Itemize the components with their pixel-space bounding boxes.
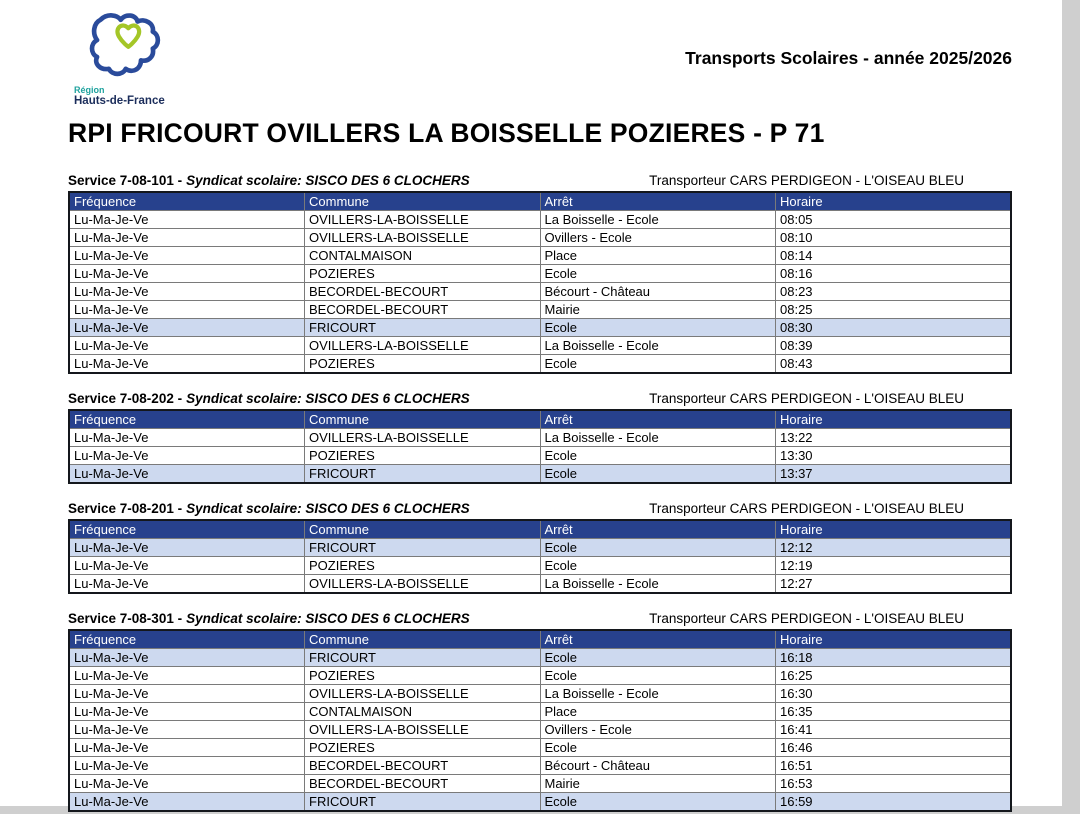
table-cell: Ecole [540, 447, 776, 465]
table-row [69, 337, 1011, 355]
column-header-frequence: Fréquence [69, 192, 305, 211]
table-cell: Lu-Ma-Je-Ve [69, 667, 305, 685]
table-row [69, 685, 1011, 703]
table-cell: Lu-Ma-Je-Ve [69, 447, 305, 465]
service-transporteur: Transporteur CARS PERDIGEON - L'OISEAU BLEU [649, 173, 964, 188]
service-syndicat: Syndicat scolaire: SISCO DES 6 CLOCHERS [186, 611, 470, 626]
page-header [68, 0, 1012, 112]
service-number: Service 7-08-101 - [68, 173, 183, 188]
table-row [69, 355, 1011, 374]
table-cell: Lu-Ma-Je-Ve [69, 429, 305, 447]
column-header-commune: Commune [305, 520, 541, 539]
table-cell: Mairie [540, 301, 776, 319]
table-cell: BECORDEL-BECOURT [305, 283, 541, 301]
region-logo [74, 8, 194, 108]
table-cell: Lu-Ma-Je-Ve [69, 557, 305, 575]
table-cell: Mairie [540, 775, 776, 793]
column-header-commune: Commune [305, 192, 541, 211]
table-cell: Lu-Ma-Je-Ve [69, 539, 305, 557]
column-header-commune: Commune [305, 410, 541, 429]
table-row [69, 739, 1011, 757]
service-label [68, 611, 470, 626]
table-header-row [69, 630, 1011, 649]
table-cell: POZIERES [305, 667, 541, 685]
column-header-arret: Arrêt [540, 520, 776, 539]
table-cell: 16:30 [776, 685, 1012, 703]
service-section-301 [68, 611, 1012, 812]
table-cell: La Boisselle - Ecole [540, 211, 776, 229]
table-cell: Bécourt - Château [540, 283, 776, 301]
table-cell: 16:18 [776, 649, 1012, 667]
table-cell: 16:35 [776, 703, 1012, 721]
column-header-horaire: Horaire [776, 410, 1012, 429]
table-cell: POZIERES [305, 739, 541, 757]
service-transporteur: Transporteur CARS PERDIGEON - L'OISEAU BLEU [649, 391, 964, 406]
table-row [69, 247, 1011, 265]
table-cell: 16:25 [776, 667, 1012, 685]
service-transporteur: Transporteur CARS PERDIGEON - L'OISEAU BLEU [649, 501, 964, 516]
service-label [68, 501, 470, 516]
table-row [69, 575, 1011, 594]
service-label [68, 173, 470, 188]
table-cell: La Boisselle - Ecole [540, 575, 776, 594]
table-row [69, 429, 1011, 447]
table-cell: Lu-Ma-Je-Ve [69, 465, 305, 484]
table-cell: OVILLERS-LA-BOISSELLE [305, 685, 541, 703]
service-syndicat: Syndicat scolaire: SISCO DES 6 CLOCHERS [186, 173, 470, 188]
table-cell: Lu-Ma-Je-Ve [69, 685, 305, 703]
table-header-row [69, 520, 1011, 539]
table-cell: FRICOURT [305, 539, 541, 557]
table-cell: Ovillers - Ecole [540, 721, 776, 739]
table-cell: OVILLERS-LA-BOISSELLE [305, 337, 541, 355]
table-row [69, 775, 1011, 793]
service-section-201 [68, 501, 1012, 594]
column-header-arret: Arrêt [540, 410, 776, 429]
table-row [69, 757, 1011, 775]
table-cell: Place [540, 247, 776, 265]
table-cell: POZIERES [305, 265, 541, 283]
table-cell: FRICOURT [305, 319, 541, 337]
service-section-101 [68, 173, 1012, 374]
table-cell: OVILLERS-LA-BOISSELLE [305, 721, 541, 739]
table-cell: POZIERES [305, 557, 541, 575]
schedule-table [68, 519, 1012, 594]
table-cell: Lu-Ma-Je-Ve [69, 575, 305, 594]
logo-name-label: Hauts-de-France [74, 95, 165, 108]
service-number: Service 7-08-201 - [68, 501, 183, 516]
table-cell: 08:30 [776, 319, 1012, 337]
column-header-frequence: Fréquence [69, 630, 305, 649]
column-header-commune: Commune [305, 630, 541, 649]
table-header-row [69, 192, 1011, 211]
table-cell: La Boisselle - Ecole [540, 685, 776, 703]
table-cell: Lu-Ma-Je-Ve [69, 301, 305, 319]
table-cell: Lu-Ma-Je-Ve [69, 247, 305, 265]
table-cell: POZIERES [305, 355, 541, 374]
table-row [69, 793, 1011, 812]
service-label [68, 391, 470, 406]
table-cell: 08:39 [776, 337, 1012, 355]
table-cell: Lu-Ma-Je-Ve [69, 229, 305, 247]
table-row [69, 265, 1011, 283]
table-cell: Ecole [540, 265, 776, 283]
table-row [69, 557, 1011, 575]
table-cell: 12:12 [776, 539, 1012, 557]
service-syndicat: Syndicat scolaire: SISCO DES 6 CLOCHERS [186, 391, 470, 406]
table-cell: 08:10 [776, 229, 1012, 247]
logo-region-label: Région [74, 85, 105, 95]
table-cell: 13:30 [776, 447, 1012, 465]
table-header-row [69, 410, 1011, 429]
table-cell: Place [540, 703, 776, 721]
table-cell: Lu-Ma-Je-Ve [69, 211, 305, 229]
table-cell: 16:59 [776, 793, 1012, 812]
page-title: RPI FRICOURT OVILLERS LA BOISSELLE POZIERES - P 71 [68, 118, 825, 148]
column-header-arret: Arrêt [540, 630, 776, 649]
table-cell: 12:19 [776, 557, 1012, 575]
table-cell: Lu-Ma-Je-Ve [69, 775, 305, 793]
service-header [68, 173, 1012, 188]
column-header-horaire: Horaire [776, 192, 1012, 211]
table-cell: OVILLERS-LA-BOISSELLE [305, 211, 541, 229]
table-cell: Lu-Ma-Je-Ve [69, 355, 305, 374]
region-map-icon [74, 8, 194, 84]
column-header-frequence: Fréquence [69, 410, 305, 429]
schedule-table [68, 191, 1012, 374]
table-row [69, 703, 1011, 721]
table-cell: Lu-Ma-Je-Ve [69, 319, 305, 337]
table-row [69, 283, 1011, 301]
table-cell: Lu-Ma-Je-Ve [69, 337, 305, 355]
table-cell: Ecole [540, 465, 776, 484]
service-number: Service 7-08-301 - [68, 611, 183, 626]
table-cell: Ovillers - Ecole [540, 229, 776, 247]
table-cell: 08:25 [776, 301, 1012, 319]
table-cell: 08:05 [776, 211, 1012, 229]
table-cell: FRICOURT [305, 649, 541, 667]
table-row [69, 667, 1011, 685]
table-row [69, 211, 1011, 229]
table-cell: 08:23 [776, 283, 1012, 301]
schedule-table [68, 409, 1012, 484]
table-cell: 08:16 [776, 265, 1012, 283]
service-header [68, 391, 1012, 406]
table-cell: 16:53 [776, 775, 1012, 793]
table-row [69, 229, 1011, 247]
table-cell: Ecole [540, 539, 776, 557]
table-cell: Bécourt - Château [540, 757, 776, 775]
table-cell: Lu-Ma-Je-Ve [69, 703, 305, 721]
table-cell: 16:46 [776, 739, 1012, 757]
table-cell: 13:37 [776, 465, 1012, 484]
service-header [68, 611, 1012, 626]
table-cell: BECORDEL-BECOURT [305, 301, 541, 319]
table-cell: 12:27 [776, 575, 1012, 594]
table-cell: 13:22 [776, 429, 1012, 447]
table-cell: Ecole [540, 739, 776, 757]
table-cell: Ecole [540, 355, 776, 374]
table-cell: OVILLERS-LA-BOISSELLE [305, 429, 541, 447]
table-row [69, 301, 1011, 319]
table-cell: CONTALMAISON [305, 703, 541, 721]
service-header [68, 501, 1012, 516]
table-cell: Ecole [540, 649, 776, 667]
table-cell: Ecole [540, 319, 776, 337]
table-cell: 16:41 [776, 721, 1012, 739]
table-cell: BECORDEL-BECOURT [305, 775, 541, 793]
table-row [69, 539, 1011, 557]
table-cell: Ecole [540, 557, 776, 575]
service-number: Service 7-08-202 - [68, 391, 183, 406]
column-header-frequence: Fréquence [69, 520, 305, 539]
page-content [68, 0, 1012, 812]
table-cell: Lu-Ma-Je-Ve [69, 739, 305, 757]
table-cell: CONTALMAISON [305, 247, 541, 265]
table-cell: Lu-Ma-Je-Ve [69, 793, 305, 812]
table-cell: Lu-Ma-Je-Ve [69, 265, 305, 283]
table-row [69, 465, 1011, 484]
table-cell: Lu-Ma-Je-Ve [69, 283, 305, 301]
service-syndicat: Syndicat scolaire: SISCO DES 6 CLOCHERS [186, 501, 470, 516]
table-row [69, 649, 1011, 667]
table-cell: FRICOURT [305, 465, 541, 484]
table-cell: FRICOURT [305, 793, 541, 812]
table-cell: Ecole [540, 667, 776, 685]
table-row [69, 721, 1011, 739]
table-cell: Ecole [540, 793, 776, 812]
table-cell: OVILLERS-LA-BOISSELLE [305, 575, 541, 594]
table-cell: La Boisselle - Ecole [540, 337, 776, 355]
table-row [69, 319, 1011, 337]
table-cell: 16:51 [776, 757, 1012, 775]
table-cell: 08:43 [776, 355, 1012, 374]
table-cell: La Boisselle - Ecole [540, 429, 776, 447]
table-cell: POZIERES [305, 447, 541, 465]
table-cell: Lu-Ma-Je-Ve [69, 757, 305, 775]
service-section-202 [68, 391, 1012, 484]
table-cell: BECORDEL-BECOURT [305, 757, 541, 775]
column-header-horaire: Horaire [776, 520, 1012, 539]
table-cell: Lu-Ma-Je-Ve [69, 649, 305, 667]
service-transporteur: Transporteur CARS PERDIGEON - L'OISEAU BLEU [649, 611, 964, 626]
column-header-horaire: Horaire [776, 630, 1012, 649]
table-cell: OVILLERS-LA-BOISSELLE [305, 229, 541, 247]
column-header-arret: Arrêt [540, 192, 776, 211]
table-cell: Lu-Ma-Je-Ve [69, 721, 305, 739]
table-row [69, 447, 1011, 465]
document-title: Transports Scolaires - année 2025/2026 [685, 48, 1012, 68]
schedule-table [68, 629, 1012, 812]
table-cell: 08:14 [776, 247, 1012, 265]
